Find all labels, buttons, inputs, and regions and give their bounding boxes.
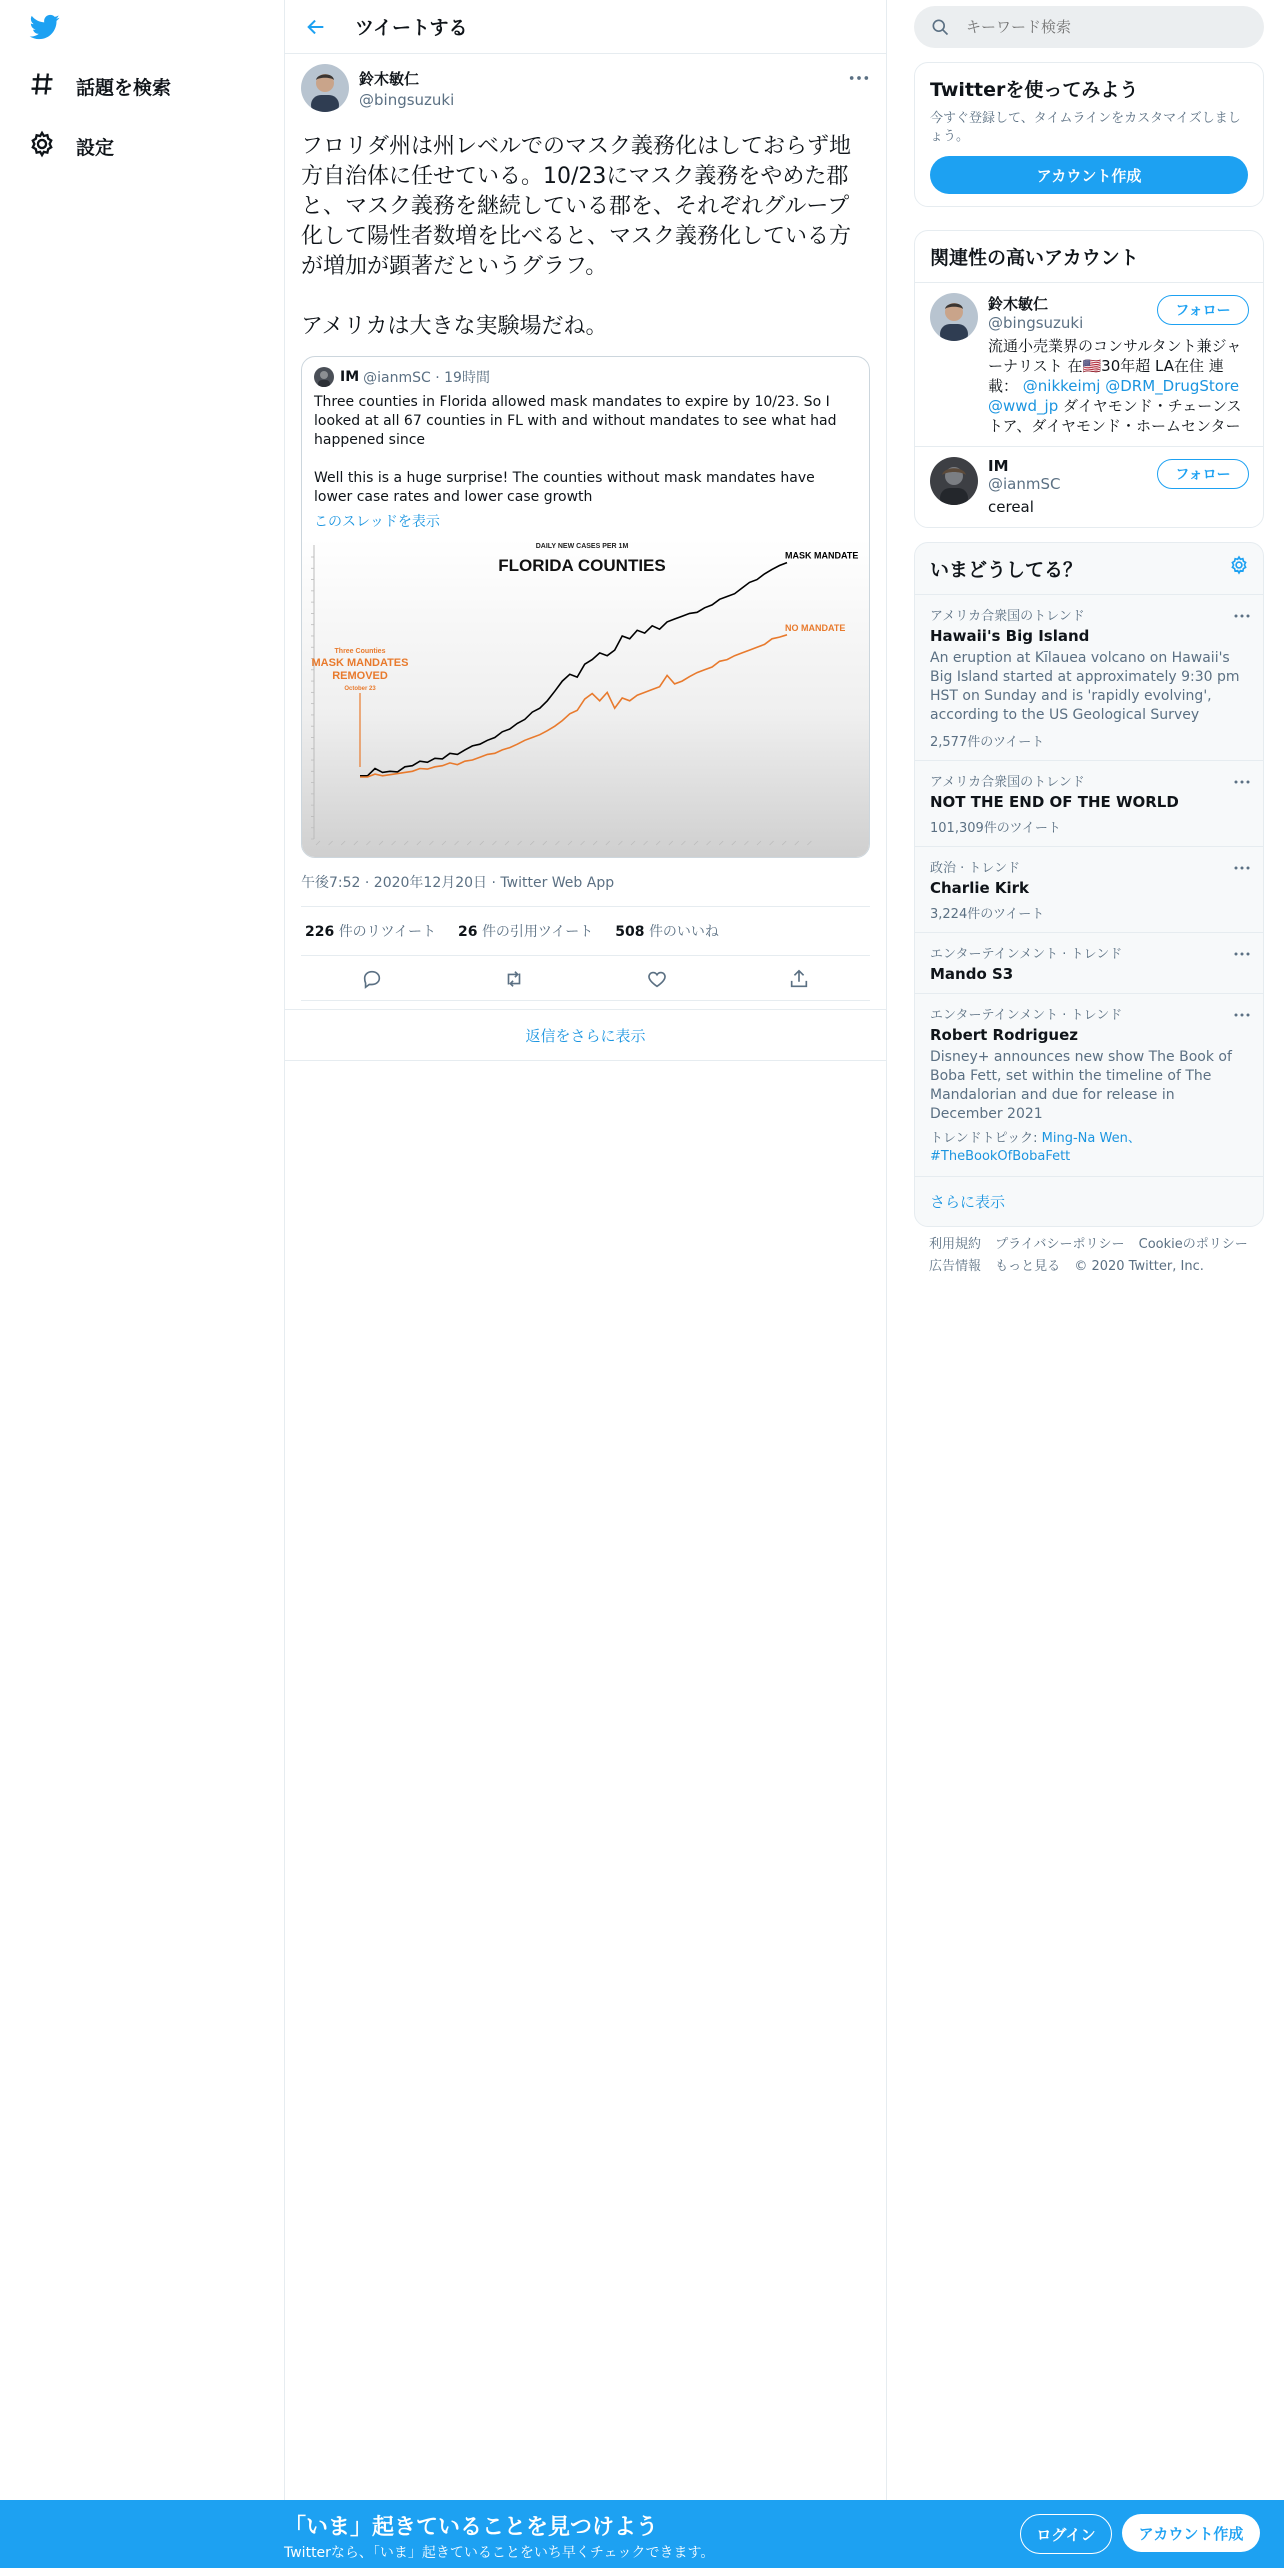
- signup-card: [914, 62, 1264, 207]
- trends-card: [914, 542, 1264, 1227]
- hashtag-icon: [28, 70, 56, 103]
- tweet: [285, 54, 886, 1001]
- trend-name: NOT THE END OF THE WORLD: [930, 793, 1179, 811]
- trend-item[interactable]: [915, 760, 1263, 846]
- search-input[interactable]: [964, 17, 1238, 37]
- signup-subtitle: 今すぐ登録して、タイムラインをカスタマイズしましょう。: [930, 111, 1241, 144]
- trend-name: Mando S3: [930, 965, 1014, 983]
- author-name[interactable]: 鈴木敏仁: [359, 70, 420, 88]
- annotation-line: MASK MANDATES: [311, 657, 409, 669]
- trend-name: Hawaii's Big Island: [930, 627, 1090, 645]
- bottom-bar-title: 「いま」起きていることを見つけよう: [284, 2515, 659, 2540]
- signup-title: Twitterを使ってみよう: [930, 79, 1139, 101]
- chart-title: FLORIDA COUNTIES: [498, 556, 666, 575]
- trend-description: Disney+ announces new show The Book of Boba Fett, set within the timeline of The Mandalorian and due for release in December 2021: [930, 1049, 1232, 1122]
- footer-link[interactable]: 広告情報: [929, 1259, 982, 1274]
- more-options-icon[interactable]: [1233, 771, 1251, 790]
- trend-context: アメリカ合衆国のトレンド: [930, 609, 1085, 624]
- nav-item-label: 話題を検索: [76, 77, 172, 99]
- more-options-icon[interactable]: [1233, 1004, 1251, 1023]
- copyright: © 2020 Twitter, Inc.: [1074, 1259, 1204, 1274]
- create-account-button[interactable]: アカウント作成: [930, 156, 1248, 194]
- account-item[interactable]: [915, 282, 1263, 446]
- trend-name: Robert Rodriguez: [930, 1026, 1079, 1044]
- trend-context: アメリカ合衆国のトレンド: [930, 775, 1085, 790]
- follow-button[interactable]: フォロー: [1157, 295, 1249, 325]
- footer-link[interactable]: もっと見る: [995, 1259, 1061, 1274]
- quotes-count[interactable]: 26 件の引用ツイート: [458, 924, 594, 940]
- footer-link[interactable]: プライバシーポリシー: [995, 1237, 1125, 1252]
- annotation-line: Three Counties: [334, 648, 386, 655]
- footer-link[interactable]: 利用規約: [929, 1237, 982, 1252]
- footer-link[interactable]: Cookieのポリシー: [1138, 1237, 1248, 1252]
- tweet-actions: [301, 956, 870, 1001]
- gear-icon: [28, 130, 56, 163]
- header: [285, 0, 886, 54]
- show-more-replies-button[interactable]: 返信をさらに表示: [285, 1009, 886, 1061]
- trend-context: エンターテインメント · トレンド: [930, 1008, 1123, 1023]
- author-handle[interactable]: @bingsuzuki: [359, 91, 455, 109]
- account-bio: 流通小売業界のコンサルタント兼ジャーナリスト 在🇺🇸30年超 LA在住 連載： @nikkeimj @DRM_DrugStore @wwd_jp ダイヤモンド・チェーンストア、ダイヤモンド・ホームセンター: [988, 337, 1242, 435]
- account-name[interactable]: 鈴木敏仁: [988, 295, 1049, 313]
- page-title: ツイートする: [355, 17, 468, 39]
- trend-description: An eruption at Kīlauea volcano on Hawaii's Big Island started at approximately 9:30 pm HST on Sunday and is 'rapidly evolving', according to the US Geological Survey: [930, 650, 1240, 723]
- nav-item-explore[interactable]: [28, 70, 171, 103]
- likes-count[interactable]: 508 件のいいね: [615, 924, 719, 940]
- account-handle[interactable]: @ianmSC: [988, 475, 1061, 493]
- bottom-signup-bar: [0, 2500, 1284, 2568]
- account-item[interactable]: [915, 446, 1263, 527]
- retweet-icon[interactable]: [503, 968, 525, 990]
- settings-gear-icon[interactable]: [1229, 555, 1249, 579]
- tweet-author: [301, 64, 870, 126]
- account-handle[interactable]: @bingsuzuki: [988, 314, 1084, 332]
- quote-avatar: [314, 367, 334, 387]
- bottom-bar-subtitle: Twitterなら、「いま」起きていることをいち早くチェックできます。: [284, 2545, 715, 2561]
- trends-title: いまどうしてる？: [930, 559, 1083, 581]
- avatar[interactable]: [930, 457, 978, 505]
- related-accounts-card: [914, 230, 1264, 528]
- trend-item[interactable]: [915, 993, 1263, 1176]
- account-name[interactable]: IM: [988, 457, 1009, 475]
- retweets-count[interactable]: 226 件のリツイート: [305, 924, 436, 940]
- chart[interactable]: [302, 539, 869, 857]
- more-options-icon[interactable]: [1233, 857, 1251, 876]
- footer: [929, 1234, 1259, 1278]
- trend-count: 2,577件のツイート: [930, 735, 1045, 750]
- bio-mentions[interactable]: @nikkeimj @DRM_DrugStore @wwd_jp: [988, 377, 1240, 415]
- more-options-icon[interactable]: [848, 68, 870, 87]
- trend-count: 101,309件のツイート: [930, 821, 1061, 836]
- like-icon[interactable]: [646, 968, 668, 990]
- trends-show-more-link[interactable]: さらに表示: [915, 1176, 1263, 1226]
- follow-button[interactable]: フォロー: [1157, 459, 1249, 489]
- more-options-icon[interactable]: [1233, 605, 1251, 624]
- share-icon[interactable]: [788, 968, 810, 990]
- account-bio: cereal: [988, 498, 1034, 516]
- arrow-left-icon: [305, 16, 327, 38]
- back-button[interactable]: [299, 10, 333, 44]
- avatar[interactable]: [301, 64, 349, 112]
- tweet-text: フロリダ州は州レベルでのマスク義務化はしておらず地方自治体に任せている。10/23にマスク義務をやめた郡と、マスク義務を継続している郡を、それぞれグループ化して陽性者数増を比べると、マスク義務化している方が増加が顕著だというグラフ。 アメリカは大きな実験場だね。: [301, 134, 852, 339]
- related-title: 関連性の高いアカウント: [930, 247, 1139, 269]
- show-thread-link[interactable]: このスレッドを表示: [314, 514, 440, 530]
- annotation-line: October 23: [344, 686, 376, 692]
- series-label-mask-mandate: MASK MANDATE: [785, 550, 859, 561]
- trend-context: エンターテインメント · トレンド: [930, 947, 1123, 962]
- trend-name: Charlie Kirk: [930, 879, 1030, 897]
- trend-topic-links[interactable]: Ming-Na Wen、#TheBookOfBobaFett: [930, 1131, 1141, 1164]
- quote-tweet[interactable]: [301, 356, 870, 858]
- reply-icon[interactable]: [361, 968, 383, 990]
- more-options-icon[interactable]: [1233, 943, 1251, 962]
- annotation-line: REMOVED: [332, 670, 388, 682]
- trend-context: 政治 · トレンド: [930, 861, 1021, 876]
- nav-item-label: 設定: [76, 137, 115, 159]
- avatar[interactable]: [930, 293, 978, 341]
- quote-author-name: IM: [340, 369, 360, 385]
- tweet-timestamp[interactable]: 午後7:52 · 2020年12月20日 · Twitter Web App: [301, 858, 870, 907]
- quote-handle-time: @ianmSC · 19時間: [363, 370, 490, 386]
- main-column: [284, 0, 887, 2500]
- nav-item-settings[interactable]: [28, 130, 114, 163]
- search-bar[interactable]: [914, 6, 1264, 48]
- left-nav: [0, 0, 284, 2500]
- trend-count: 3,224件のツイート: [930, 907, 1045, 922]
- twitter-logo-icon[interactable]: [28, 12, 62, 42]
- trend-item[interactable]: [915, 932, 1263, 993]
- quote-text: Three counties in Florida allowed mask mandates to expire by 10/23. So I looked at all 67 counties in FL with and without mandates to see what had happened since Well this is a huge surprise! The counties without mask mandates have lower case rates and lower case growth: [314, 394, 837, 505]
- login-button[interactable]: ログイン: [1020, 2514, 1112, 2554]
- chart-subtitle: DAILY NEW CASES PER 1M: [535, 543, 629, 550]
- trend-topics: トレンドトピック: Ming-Na Wen、#TheBookOfBobaFett: [930, 1131, 1141, 1164]
- signup-button[interactable]: アカウント作成: [1122, 2514, 1260, 2552]
- series-label-no-mandate: NO MANDATE: [785, 622, 846, 633]
- tweet-stats: [301, 907, 870, 956]
- trend-item[interactable]: [915, 846, 1263, 932]
- trend-item[interactable]: [915, 594, 1263, 760]
- search-icon: [930, 17, 950, 37]
